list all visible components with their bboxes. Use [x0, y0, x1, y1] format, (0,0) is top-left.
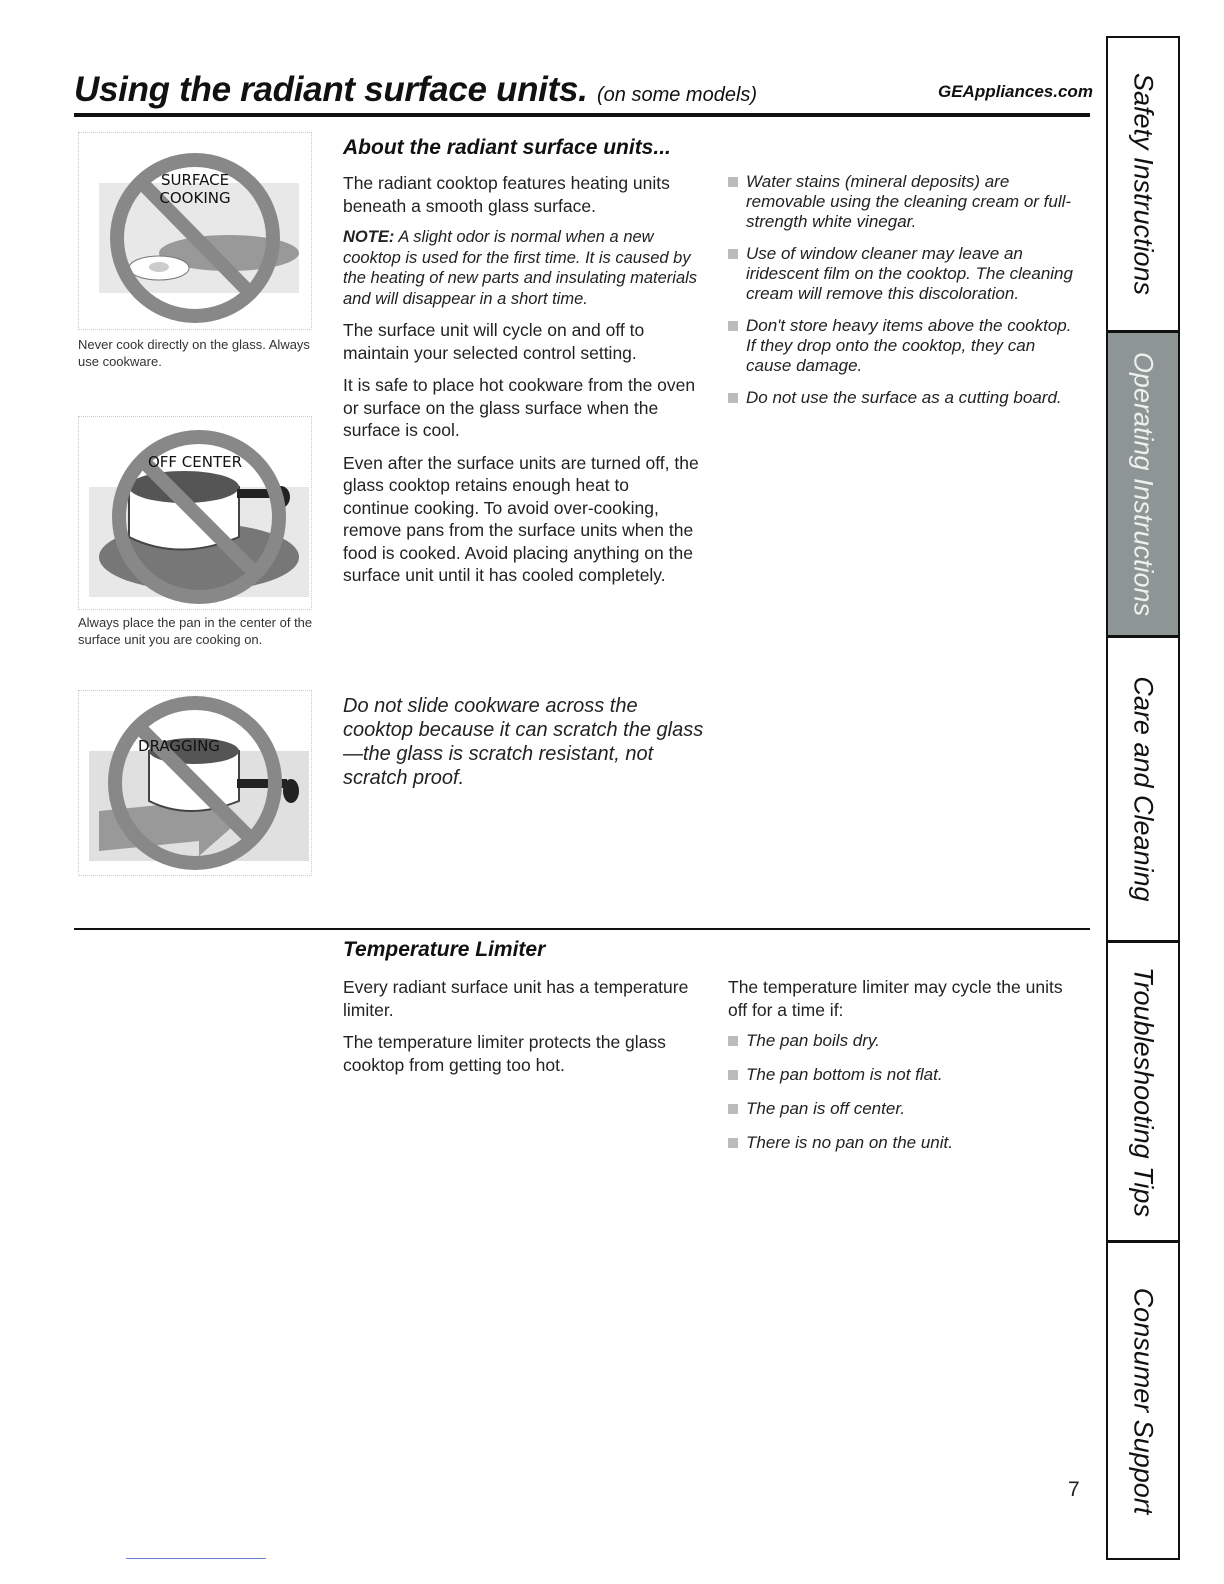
limiter-paragraph-2: The temperature limiter protects the glass cooktop from getting too hot. — [343, 1032, 666, 1075]
bullet-icon — [728, 177, 738, 187]
figure-dragging — [78, 690, 312, 876]
list-item: Don't store heavy items above the cooktop. If they drop onto the cooktop, they can cause damage. — [728, 316, 1083, 376]
tab-label: Operating Instructions — [1128, 351, 1159, 617]
bullet-icon — [728, 1104, 738, 1114]
list-item: Do not use the surface as a cutting board. — [728, 388, 1083, 408]
note-label: NOTE: — [343, 228, 395, 246]
figure-label-line2: COOKING — [159, 189, 231, 207]
tab-label: Safety Instructions — [1128, 72, 1159, 296]
figure-label-line1: SURFACE — [160, 171, 230, 189]
tab-label: Consumer Support — [1128, 1287, 1159, 1514]
figure-label: DRAGGING — [138, 737, 220, 755]
list-item: The pan boils dry. — [728, 1031, 1083, 1051]
page-title — [74, 70, 757, 110]
about-paragraph-3: It is safe to place hot cookware from the oven or surface on the glass surface when the surface is cool. — [343, 375, 696, 440]
limiter-body — [343, 976, 705, 1086]
tab-consumer-support[interactable] — [1106, 1243, 1180, 1558]
tab-label: Troubleshooting Tips — [1128, 966, 1159, 1217]
limiter-conditions — [728, 976, 1083, 1167]
figure-surface-cooking — [78, 132, 312, 330]
figure-caption-2: Always place the pan in the center of the surface unit you are cooking on. — [78, 615, 313, 647]
about-bullets — [728, 172, 1083, 420]
bullet-icon — [728, 249, 738, 259]
bullet-icon — [728, 1070, 738, 1080]
list-item: The pan is off center. — [728, 1099, 1083, 1119]
note-text: A slight odor is normal when a new cooktop is used for the first time. It is caused by the heating of new parts and insulating materials and will disappear in a short time. — [343, 228, 698, 308]
tab-troubleshooting-tips[interactable] — [1106, 943, 1180, 1240]
title-subtitle: (on some models) — [597, 84, 758, 106]
figure-caption-1: Never cook directly on the glass. Always use cookware. — [78, 337, 310, 369]
about-paragraph-4: Even after the surface units are turned off, the glass cooktop retains enough heat to continue cooking. To avoid over-cooking, remove pans from the surface units when the food is cooked. Avoid placing anything on the surface unit until it has cooled completely. — [343, 452, 699, 585]
about-body — [343, 172, 699, 597]
tab-safety-instructions[interactable] — [1106, 38, 1180, 330]
figure-off-center — [78, 416, 312, 610]
list-item: Use of window cleaner may leave an iridescent film on the cooktop. The cleaning cream will remove this discoloration. — [728, 244, 1083, 304]
footer-line — [126, 1558, 266, 1559]
off-center-illustration — [79, 417, 311, 609]
figure-label: OFF CENTER — [147, 453, 243, 471]
tab-operating-instructions[interactable] — [1106, 333, 1180, 635]
limiter-heading: Temperature Limiter — [343, 938, 546, 961]
tab-label: Care and Cleaning — [1128, 676, 1159, 902]
website-label: GEAppliances.com — [938, 82, 1093, 101]
section-divider — [74, 928, 1090, 930]
about-heading: About the radiant surface units... — [343, 136, 671, 159]
bullet-icon — [728, 393, 738, 403]
bullet-icon — [728, 1138, 738, 1148]
list-item: The pan bottom is not flat. — [728, 1065, 1083, 1085]
about-note — [343, 227, 699, 309]
about-paragraph-1: The radiant cooktop features heating units beneath a smooth glass surface. — [343, 173, 670, 216]
about-paragraph-2: The surface unit will cycle on and off to maintain your selected control setting. — [343, 320, 645, 363]
limiter-paragraph-1: Every radiant surface unit has a temperature limiter. — [343, 977, 689, 1020]
list-item: There is no pan on the unit. — [728, 1133, 1083, 1153]
header-rule — [74, 113, 1090, 117]
page-number: 7 — [1068, 1478, 1080, 1501]
tab-care-and-cleaning[interactable] — [1106, 638, 1180, 940]
limiter-intro: The temperature limiter may cycle the units off for a time if: — [728, 977, 1063, 1020]
dragging-text: Do not slide cookware across the cooktop because it can scratch the glass—the glass is scratch resistant, not scratch proof. — [343, 695, 704, 789]
dragging-illustration — [79, 691, 311, 875]
list-item: Water stains (mineral deposits) are removable using the cleaning cream or full-strength white vinegar. — [728, 172, 1083, 232]
title-text: Using the radiant surface units. — [74, 70, 588, 109]
bullet-icon — [728, 321, 738, 331]
bullet-icon — [728, 1036, 738, 1046]
surface-cooking-illustration — [79, 133, 311, 329]
